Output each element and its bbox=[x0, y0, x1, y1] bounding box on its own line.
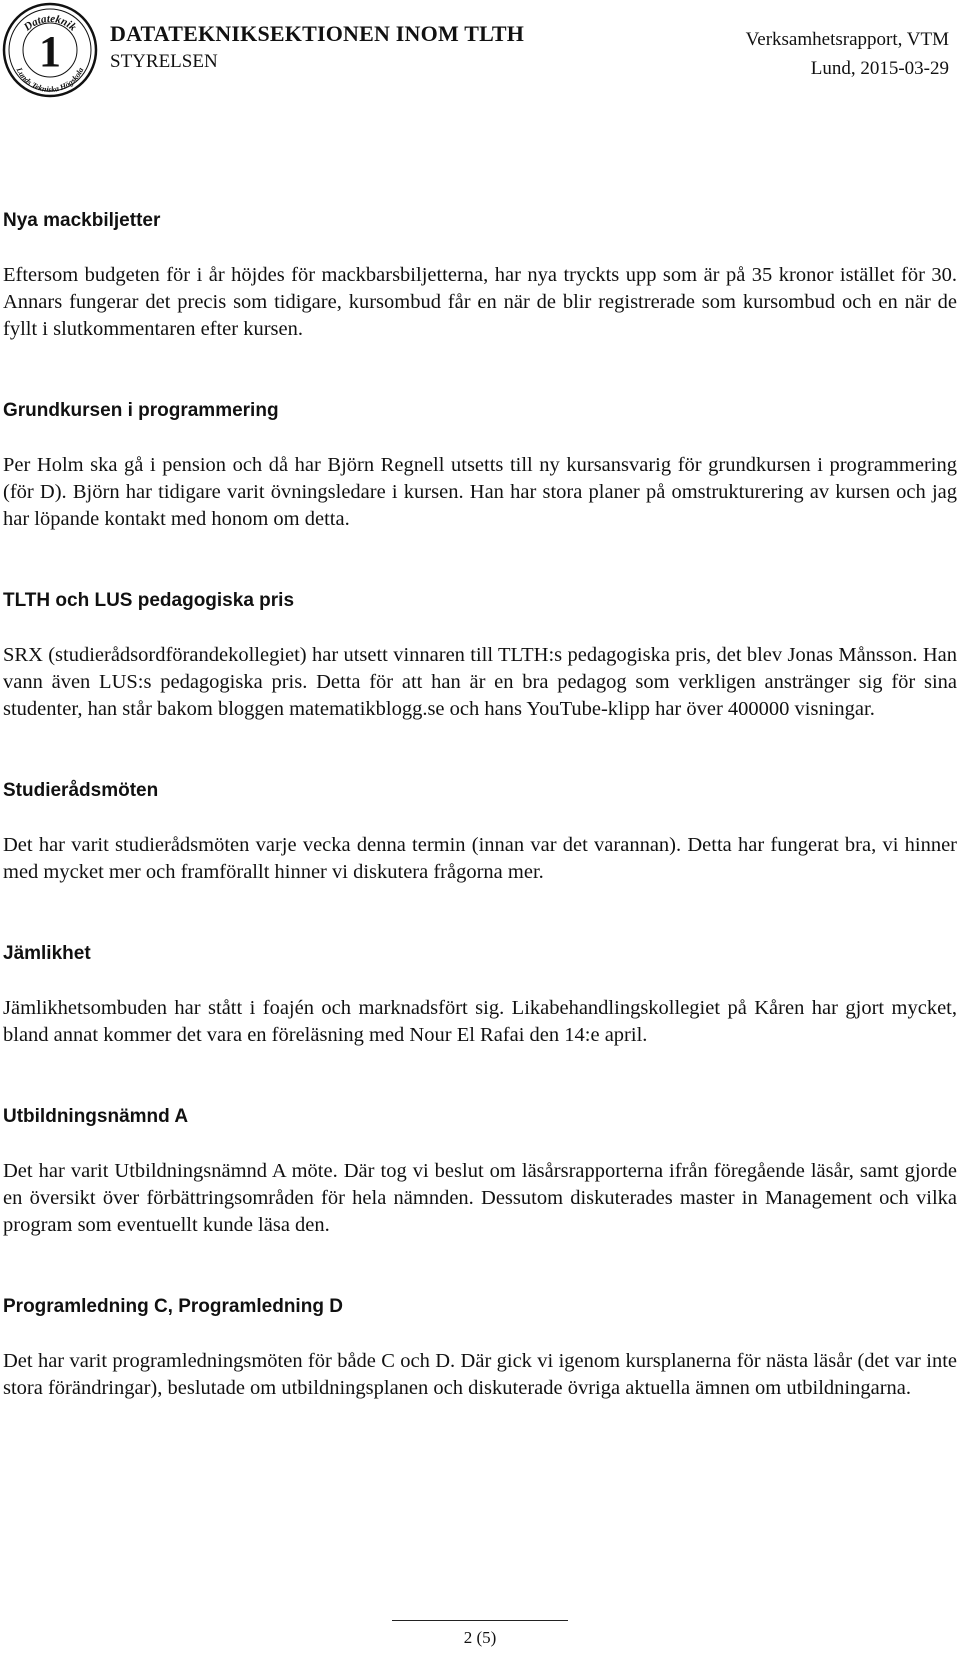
organization-subtitle: STYRELSEN bbox=[110, 51, 218, 72]
organization-title: DATATEKNIKSEKTIONEN INOM TLTH bbox=[110, 21, 525, 46]
logo-numeral: 1 bbox=[39, 27, 61, 76]
section-heading: Jämlikhet bbox=[3, 943, 91, 964]
section-heading: Utbildningsnämnd A bbox=[3, 1106, 189, 1127]
section-pedagogiska-pris bbox=[3, 586, 957, 723]
section-utbildningsnamnd-a bbox=[3, 1102, 957, 1239]
section-body: Per Holm ska gå i pension och då har Björn Regnell utsetts till ny kursansvarig för grundkursen i programmering (för D). Björn har tidigare varit övningsledare i kursen. Han har stora planer på omstrukturering av kursen och jag har löpande kontakt med honom om detta. bbox=[3, 454, 957, 530]
logo-text-top: Datateknik bbox=[21, 12, 79, 34]
report-content bbox=[3, 206, 957, 1402]
section-heading: TLTH och LUS pedagogiska pris bbox=[3, 590, 295, 611]
section-programledning bbox=[3, 1292, 957, 1402]
section-body: Jämlikhetsombuden har stått i foajén och marknadsfört sig. Likabehandlingskollegiet på Kåren har gjort mycket, bland annat kommer det vara en föreläsning med Nour El Rafai den 14:e april. bbox=[3, 997, 957, 1046]
section-heading: Nya mackbiljetter bbox=[3, 210, 161, 231]
logo-seal-icon bbox=[2, 2, 98, 98]
section-body: Det har varit studierådsmöten varje vecka denna termin (innan var det varannan). Detta har fungerat bra, vi hinner med mycket mer och framförallt hinner vi diskutera frågorna mer. bbox=[3, 834, 957, 883]
section-body: Eftersom budgeten för i år höjdes för mackbarsbiljetterna, har nya tryckts upp som är på 35 kronor istället för 30. Annars fungerar det precis som tidigare, kursombud får en när de blir registrerade som kursombud och en när de fyllt i slutkommentaren efter kursen. bbox=[3, 264, 957, 340]
section-heading: Grundkursen i programmering bbox=[3, 400, 279, 421]
section-jamlikhet bbox=[3, 939, 957, 1049]
section-studieradsmoten bbox=[3, 776, 957, 886]
document-title: Verksamhetsrapport, VTM bbox=[745, 29, 949, 50]
logo-text-bottom: Lunds Tekniska Högskola bbox=[14, 66, 86, 95]
section-nya-mackbiljetter bbox=[3, 206, 957, 343]
document-date: Lund, 2015-03-29 bbox=[810, 58, 949, 79]
page-number: 2 (5) bbox=[463, 1628, 497, 1647]
footer-divider bbox=[392, 1620, 568, 1621]
section-heading: Studierådsmöten bbox=[3, 780, 159, 801]
section-logo bbox=[2, 2, 98, 98]
section-body: SRX (studierådsordförandekollegiet) har utsett vinnaren till TLTH:s pedagogiska pris, det blev Jonas Månsson. Han vann även LUS:s pedagogiska pris. Detta för att han är en bra pedagog som verkligen anstränger sig för sina studenter, han står bakom bloggen matematikblogg.se och hans YouTube-klipp har över 400000 visningar. bbox=[3, 644, 957, 720]
section-grundkursen bbox=[3, 396, 957, 533]
section-body: Det har varit programledningsmöten för både C och D. Där gick vi igenom kursplanerna för nästa läsår (det var inte stora förändringar), beslutade om utbildningsplanen och diskuterade övriga aktuella ämnen om utbildningarna. bbox=[3, 1350, 957, 1399]
section-heading: Programledning C, Programledning D bbox=[3, 1296, 343, 1317]
section-body: Det har varit Utbildningsnämnd A möte. Där tog vi beslut om läsårsrapporterna ifrån föregående läsår, samt gjorde en översikt över förbättringsområden för hela nämnden. Dessutom diskuterades master in Management och vilka program som eventuellt kunde läsa den. bbox=[3, 1160, 957, 1236]
